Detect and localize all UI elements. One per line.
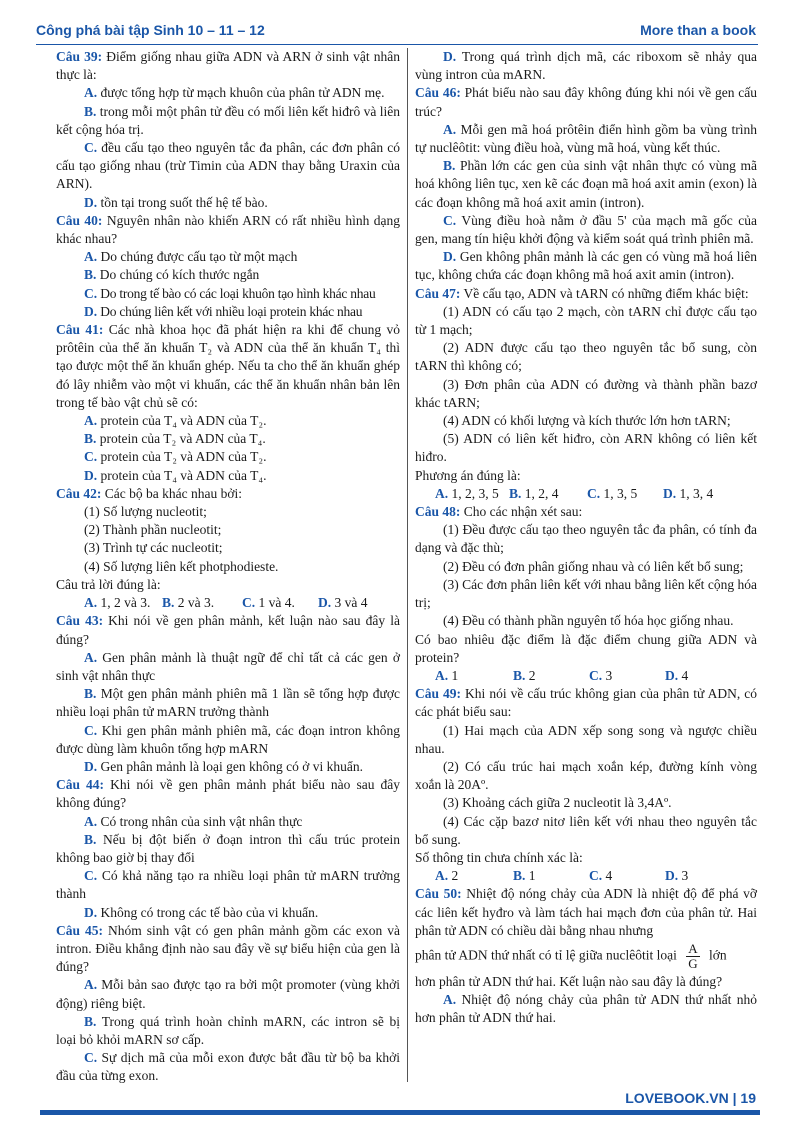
- option-d: [665, 667, 688, 685]
- option-letter: A.: [84, 977, 98, 993]
- option-text: 1 và 4.: [255, 595, 295, 611]
- statement: (1) Hai mạch của ADN xếp song song và ngược chiều nhau.: [415, 722, 757, 756]
- statement: (3) Trình tự các nucleotit;: [84, 540, 223, 556]
- option-letter: A.: [84, 649, 98, 665]
- option-b: [513, 867, 589, 885]
- option-text: Do trong tế bào có các loại khuôn tạo hình khác nhau: [97, 285, 376, 301]
- question-text: Cho các nhận xét sau:: [460, 504, 583, 520]
- page-footer: [625, 1090, 756, 1106]
- statement: (5) ADN có liên kết hiđro, còn ARN không có liên kết hiđro.: [415, 431, 757, 465]
- option-text: Nếu bị đột biến ở đoạn intron thì cấu trúc protein không bao giờ bị thay đổi: [56, 831, 400, 865]
- option-letter: A.: [84, 813, 98, 829]
- option-letter: D.: [84, 758, 98, 774]
- question-number: Câu 47:: [415, 285, 461, 301]
- footer-brand: LOVEBOOK.VN: [625, 1090, 729, 1106]
- option-a: [435, 485, 509, 503]
- fraction-denominator: G: [688, 955, 698, 971]
- question-text: Các bộ ba khác nhau bởi:: [101, 485, 242, 501]
- option-letter: C.: [589, 868, 603, 884]
- question-41: [56, 321, 400, 412]
- option-c: [56, 285, 400, 303]
- option-a: [56, 248, 400, 266]
- option-d: [56, 194, 400, 212]
- statement: (2) Thành phần nucleotit;: [84, 522, 222, 538]
- option-letter: D.: [318, 595, 332, 611]
- question-46: [415, 84, 757, 120]
- option-text: protein của T₂ và ADN của T₂.: [97, 449, 267, 465]
- question-text: phân tử ADN thứ nhất có tỉ lệ giữa nuclêôtit loại: [415, 947, 677, 963]
- statement: (4) ADN có khối lượng và kích thước lớn hơn tARN;: [443, 413, 731, 429]
- option-c: [56, 867, 400, 903]
- option-c: [589, 867, 665, 885]
- question-48: [415, 503, 757, 521]
- option-text: 1: [448, 667, 459, 683]
- option-letter: A.: [435, 485, 449, 501]
- statement: (2) Đều có đơn phân giống nhau và có liên kết bổ sung;: [443, 558, 744, 574]
- option-letter: B.: [443, 158, 456, 174]
- option-text: 1, 2, 4: [521, 485, 559, 501]
- question-text: hơn phân tử ADN thứ hai. Kết luận nào sau đây là đúng?: [415, 973, 723, 989]
- option-letter: A.: [435, 667, 449, 683]
- option-letter: B.: [513, 868, 526, 884]
- option-letter: D.: [84, 194, 98, 210]
- option-text: 1, 2 và 3.: [97, 595, 151, 611]
- option-text: Không có trong các tế bào của vi khuẩn.: [97, 904, 319, 920]
- option-a: [435, 667, 513, 685]
- book-title: Công phá bài tập Sinh 10 – 11 – 12: [36, 22, 265, 38]
- question-text: Điểm giống nhau giữa ADN và ARN ở sinh vật nhân thực là:: [56, 49, 400, 83]
- option-letter: C.: [84, 449, 98, 465]
- question-text: Các nhà khoa học đã phát hiện ra khi để chung vỏ prôtêin của thể ăn khuẩn T₂ và ADN của thể ăn khuẩn T₄ thì tạo được một thể ăn khuẩn ghép. Nếu ta cho thể ăn khuẩn ghép đó lây nhiễm vào một vi khuẩn, các thể ăn khuẩn nhân bản lên trong tế bào vật chủ sẽ có:: [56, 322, 400, 410]
- option-d: [665, 867, 688, 885]
- option-a: [435, 867, 513, 885]
- option-letter: A.: [84, 595, 98, 611]
- option-c: [415, 212, 757, 248]
- option-text: 1, 3, 5: [600, 485, 638, 501]
- options-row: [415, 667, 757, 685]
- option-a: [415, 991, 757, 1027]
- question-43: [56, 612, 400, 648]
- question-text: lớn: [709, 947, 727, 963]
- page-header: [36, 22, 756, 44]
- options-row: [56, 594, 400, 612]
- option-text: protein của T₄ và ADN của T₄.: [97, 467, 267, 483]
- option-text: Có trong nhân của sinh vật nhân thực: [97, 813, 303, 829]
- question-42: [56, 485, 400, 503]
- question-number: Câu 49:: [415, 686, 462, 702]
- option-letter: C.: [84, 285, 98, 301]
- option-letter: B.: [84, 431, 97, 447]
- option-b: [56, 103, 400, 139]
- question-text: Nhóm sinh vật có gen phân mảnh gồm các exon và intron. Điều khẳng định nào sau đây về sự biểu hiện của gen là đúng?: [56, 922, 400, 975]
- option-b: [56, 1013, 400, 1049]
- option-text: 1, 2, 3, 5: [448, 485, 499, 501]
- fraction-numerator: A: [688, 940, 698, 956]
- question-number: Câu 40:: [56, 212, 103, 228]
- header-rule: [36, 44, 758, 45]
- option-text: Mỗi gen mã hoá prôtêin điển hình gồm ba vùng trình tự nuclêôtit: vùng điều hoà, vùng mã hoá, vùng kết thúc.: [415, 121, 757, 156]
- option-letter: D.: [84, 904, 98, 920]
- option-b: [162, 594, 242, 612]
- question-44: [56, 776, 400, 812]
- question-number: Câu 42:: [56, 485, 102, 501]
- option-letter: B.: [509, 485, 522, 501]
- option-d: [318, 594, 368, 612]
- ratio-fraction: [686, 942, 699, 971]
- question-text: Nguyên nhân nào khiến ARN có rất nhiều hình dạng khác nhau?: [56, 212, 400, 247]
- option-c: [242, 594, 318, 612]
- option-b: [56, 685, 400, 721]
- question-text: Phát biểu nào sau đây không đúng khi nói về gen cấu trúc?: [415, 85, 757, 119]
- question-47: [415, 285, 757, 303]
- option-b: [56, 430, 400, 448]
- option-letter: A.: [84, 249, 98, 265]
- question-text-fraction-line: [415, 942, 757, 971]
- option-text: 1, 3, 4: [676, 485, 714, 501]
- option-b: [509, 485, 587, 503]
- option-d: [663, 485, 713, 503]
- statement: (2) ADN được cấu tạo theo nguyên tắc bổ sung, còn tARN thì không có;: [415, 340, 757, 374]
- option-text: Gen không phân mảnh là các gen có vùng mã hoá liên tục, không chứa các đoạn không mã hoá axit amin (intron).: [415, 249, 757, 283]
- option-b: [56, 831, 400, 867]
- option-text: Gen phân mảnh là thuật ngữ để chỉ tất cả các gen ở sinh vật nhân thực: [56, 649, 400, 683]
- footer-bar: [40, 1110, 760, 1115]
- option-text: 2 và 3.: [174, 595, 215, 611]
- statement: (2) Có cấu trúc hai mạch xoắn kép, đường kính vòng xoắn là 20Aº.: [415, 758, 757, 793]
- option-c: [56, 448, 400, 466]
- option-letter: B.: [513, 667, 526, 683]
- option-d: [415, 48, 757, 84]
- option-b: [513, 667, 589, 685]
- option-a: [56, 84, 400, 102]
- option-letter: A.: [84, 85, 98, 101]
- question-40: [56, 212, 400, 248]
- option-d: [415, 248, 757, 284]
- option-letter: D.: [665, 868, 679, 884]
- option-text: Trong quá trình dịch mã, các riboxom sẽ nhảy qua vùng intron của mARN.: [415, 49, 757, 83]
- options-row: [415, 485, 757, 503]
- option-b: [56, 266, 400, 284]
- option-c: [589, 667, 665, 685]
- option-text: Phần lớn các gen của sinh vật nhân thực có vùng mã hoá không liên tục, xen kẽ các đoạn mã hoá axit amin (exon) là các đoạn không mã hoá axit amin (intron).: [415, 158, 757, 210]
- option-text: Gen phân mảnh là loại gen không có ở vi khuẩn.: [97, 758, 363, 774]
- option-letter: D.: [84, 303, 98, 319]
- option-a: [56, 813, 400, 831]
- statement: (3) Các đơn phân liên kết với nhau bằng liên kết cộng hóa trị;: [415, 576, 757, 611]
- statement: (4) Đều có thành phần nguyên tố hóa học giống nhau.: [443, 613, 734, 629]
- option-letter: C.: [84, 140, 98, 156]
- option-text: Sự dịch mã của mỗi exon được bắt đầu từ bộ ba khởi đầu của từng exon.: [56, 1050, 400, 1084]
- options-row: [415, 867, 757, 885]
- option-text: được tổng hợp từ mạch khuôn của phân tử ADN mẹ.: [97, 85, 385, 101]
- option-text: 2: [448, 868, 459, 884]
- option-letter: B.: [84, 686, 97, 702]
- option-text: 2: [525, 667, 536, 683]
- question-text: Khi nói về gen phân mảnh phát biểu nào sau đây không đúng?: [56, 777, 400, 811]
- option-c: [587, 485, 663, 503]
- statement: (1) Số lượng nucleotit;: [84, 504, 207, 520]
- option-letter: D.: [84, 467, 98, 483]
- option-text: Do chúng liên kết với nhiều loại protein khác nhau: [97, 303, 363, 319]
- option-letter: C.: [84, 722, 98, 738]
- option-letter: D.: [443, 49, 457, 64]
- question-number: Câu 41:: [56, 322, 104, 338]
- statement: (3) Đơn phân của ADN có đường và thành phần bazơ khác tARN;: [415, 376, 757, 410]
- option-letter: D.: [665, 667, 679, 683]
- question-number: Câu 46:: [415, 85, 461, 101]
- option-text: Do chúng được cấu tạo từ một mạch: [97, 249, 298, 265]
- column-divider: [407, 48, 408, 1082]
- option-text: 4: [602, 868, 613, 884]
- option-d: [56, 467, 400, 485]
- option-text: tồn tại trong suốt thế hệ tế bào.: [97, 194, 268, 210]
- option-letter: B.: [162, 595, 175, 611]
- option-letter: B.: [84, 831, 97, 847]
- question-text: Khi nói về gen phân mảnh, kết luận nào sau đây là đúng?: [56, 613, 400, 647]
- option-text: 3: [678, 868, 689, 884]
- option-letter: A.: [435, 868, 449, 884]
- option-a: [56, 649, 400, 685]
- option-b: [415, 157, 757, 212]
- footer-separator: |: [732, 1090, 737, 1106]
- option-d: [56, 303, 400, 321]
- option-letter: D.: [663, 485, 677, 501]
- question-text: Nhiệt độ nóng chảy của ADN là nhiệt độ để phá vỡ các liên kết hyđro và làm tách hai mạch đơn của phân tử. Hai phân tử ADN có chiều dài bằng nhau nhưng: [415, 886, 757, 938]
- option-letter: B.: [84, 267, 97, 283]
- option-text: Nhiệt độ nóng chảy của phân tử ADN thứ nhất nhỏ hơn phân tử ADN thứ hai.: [415, 992, 757, 1026]
- option-text: trong mỗi một phân tử đều có mối liên kết hiđrô và liên kết cộng hóa trị.: [56, 103, 400, 137]
- question-number: Câu 39:: [56, 49, 103, 64]
- question-number: Câu 44:: [56, 777, 105, 793]
- option-text: Do chúng có kích thước ngắn: [96, 267, 260, 283]
- option-letter: C.: [84, 868, 98, 884]
- option-c: [56, 139, 400, 194]
- left-column: [56, 48, 400, 1086]
- question-number: Câu 45:: [56, 922, 103, 938]
- option-text: Một gen phân mảnh phiên mã 1 lần sẽ tổng hợp được nhiều loại phân tử mARN trưởng thành: [56, 686, 400, 720]
- option-a: [56, 976, 400, 1012]
- statement: (4) Các cặp bazơ nitơ liên kết với nhau theo nguyên tắc bổ sung.: [415, 813, 757, 847]
- question-number: Câu 48:: [415, 504, 461, 520]
- question-text: Về cấu tạo, ADN và tARN có những điểm khác biệt:: [460, 285, 749, 301]
- question-number: Câu 50:: [415, 886, 462, 902]
- option-letter: C.: [443, 212, 457, 228]
- question-text: Khi nói về cấu trúc không gian của phân tử ADN, có các phát biểu sau:: [415, 686, 757, 720]
- question-49: [415, 685, 757, 721]
- answer-lead: Số thông tin chưa chính xác là:: [415, 849, 583, 865]
- answer-lead: Phương án đúng là:: [415, 467, 521, 483]
- option-letter: C.: [589, 667, 603, 683]
- option-text: 3 và 4: [331, 595, 368, 611]
- option-text: protein của T₄ và ADN của T₂.: [97, 413, 267, 429]
- option-text: đều cấu tạo theo nguyên tắc đa phân, các đơn phân có cấu tạo giống nhau (trừ Timin của ADN thay bằng Uraxin của ARN).: [56, 140, 400, 192]
- statement: (1) Đều được cấu tạo theo nguyên tắc đa phân, có tính đa dạng và đặc thù;: [415, 522, 757, 556]
- option-text: Mỗi bản sao được tạo ra bởi một promoter (vùng khởi động) riêng biệt.: [56, 977, 400, 1011]
- statement: (1) ADN có cấu tạo 2 mạch, còn tARN chỉ được cấu tạo từ 1 mạch;: [415, 303, 757, 338]
- option-text: Khi gen phân mảnh phiên mã, các đoạn intron không được dùng làm khuôn tổng hợp mARN: [56, 722, 400, 756]
- book-tagline: More than a book: [640, 22, 756, 38]
- option-a: [415, 121, 757, 157]
- option-c: [56, 1049, 400, 1085]
- answer-lead: Câu trả lời đúng là:: [56, 576, 161, 592]
- page-number: 19: [740, 1090, 756, 1106]
- option-text: Trong quá trình hoàn chỉnh mARN, các intron sẽ bị loại bỏ khỏi mARN sơ cấp.: [56, 1013, 400, 1047]
- option-text: 3: [602, 667, 613, 683]
- option-text: protein của T₂ và ADN của T₄.: [96, 431, 266, 447]
- option-text: 1: [525, 868, 536, 884]
- option-letter: B.: [84, 103, 97, 119]
- option-letter: C.: [84, 1050, 98, 1066]
- question-50: [415, 885, 757, 940]
- option-text: 4: [678, 667, 689, 683]
- option-letter: C.: [242, 595, 256, 611]
- option-letter: B.: [84, 1013, 97, 1029]
- option-d: [56, 758, 400, 776]
- right-column: [415, 48, 757, 1028]
- option-letter: A.: [443, 992, 457, 1008]
- option-letter: A.: [84, 413, 98, 429]
- statement: (3) Khoảng cách giữa 2 nucleotit là 3,4Aº.: [443, 795, 672, 811]
- question-number: Câu 43:: [56, 613, 104, 629]
- option-a: [56, 412, 400, 430]
- option-letter: C.: [587, 485, 601, 501]
- option-c: [56, 722, 400, 758]
- answer-lead: Có bao nhiêu đặc điểm là đặc điểm chung giữa ADN và protein?: [415, 631, 757, 665]
- question-45: [56, 922, 400, 977]
- option-a: [84, 594, 162, 612]
- option-text: Vùng điều hoà nằm ở đầu 5' của mạch mã gốc của gen, mang tín hiệu khởi động và kiểm soát quá trình phiên mã.: [415, 212, 757, 247]
- option-letter: D.: [443, 249, 457, 265]
- question-39: [56, 48, 400, 84]
- option-d: [56, 904, 400, 922]
- option-text: Có khả năng tạo ra nhiều loại phân tử mARN trưởng thành: [56, 868, 400, 902]
- option-letter: A.: [443, 121, 457, 137]
- statement: (4) Số lượng liên kết photphodieste.: [84, 558, 279, 574]
